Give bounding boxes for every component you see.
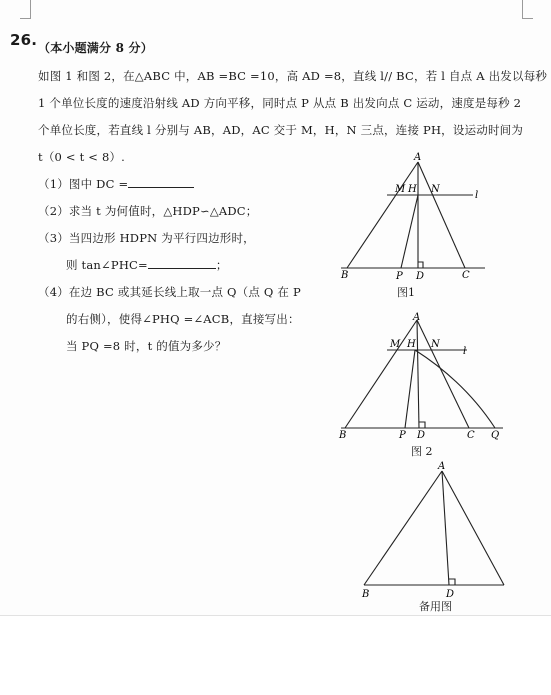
fig2-label-a: A <box>413 312 421 323</box>
fig3-label-b: B <box>362 589 370 600</box>
fig1-label-b: B <box>341 270 349 281</box>
fig3-label-a: A <box>438 461 446 472</box>
question-number: 26. <box>10 31 38 49</box>
answer-blank-dc[interactable] <box>128 176 194 188</box>
part-3-line-2 <box>66 257 228 273</box>
fig1-label-d: D <box>416 271 425 282</box>
figure-3-spare <box>352 455 512 603</box>
part-4-line-3: 当 PQ =8 时，t 的值为多少？ <box>66 339 227 353</box>
part-1-text: （1）图中 DC = <box>38 177 129 191</box>
fig2-label-c: C <box>467 430 475 441</box>
fig2-label-h: H <box>407 339 416 350</box>
crop-mark-top-left <box>20 0 31 19</box>
part-3-end: ； <box>215 258 228 272</box>
part-3-text: 则 tan∠PHC= <box>66 258 148 272</box>
part-4-line-2: 的右侧），使得∠PHQ =∠ACB，直接写出： <box>66 312 300 326</box>
fig2-label-m: M <box>390 339 401 350</box>
fig2-label-n: N <box>431 339 440 350</box>
fig2-label-l: l <box>463 346 467 357</box>
figure-1-caption: 图1 <box>397 286 415 299</box>
answer-blank-tan[interactable] <box>148 257 216 269</box>
fig1-label-n: N <box>431 184 440 195</box>
fig2-label-b: B <box>339 430 347 441</box>
part-3-line-1: （3）当四边形 HDPN 为平行四边形时， <box>38 231 255 245</box>
fig1-label-p: P <box>396 271 403 282</box>
figure-2-caption: 图 2 <box>411 445 433 458</box>
score-note: （本小题满分 8 分） <box>38 41 153 55</box>
fig1-label-h: H <box>408 184 417 195</box>
figure-2 <box>335 312 525 442</box>
figure-3-caption: 备用图 <box>419 600 452 613</box>
intro-line-4: t（0 < t < 8）. <box>38 150 126 164</box>
intro-line-3: 个单位长度，若直线 l 分别与 AB，AD，AC 交于 M，H，N 三点，连接 PH，设运动时间为 <box>38 123 524 137</box>
fig1-label-c: C <box>462 270 470 281</box>
fig3-label-d: D <box>446 589 455 600</box>
fig1-label-l: l <box>475 190 479 201</box>
figure-1 <box>335 150 495 290</box>
fig2-label-q: Q <box>491 430 500 441</box>
fig1-label-m: M <box>395 184 406 195</box>
fig1-label-a: A <box>414 152 422 163</box>
crop-mark-top-right <box>522 0 533 19</box>
intro-line-1: 如图 1 和图 2，在△ABC 中，AB =BC =10，高 AD =8，直线 l// BC，若 l 自点 A 出发以每秒 <box>38 69 548 83</box>
fig2-label-d: D <box>417 430 426 441</box>
part-4-line-1: （4）在边 BC 或其延长线上取一点 Q（点 Q 在 P <box>38 285 301 299</box>
intro-line-2: 1 个单位长度的速度沿射线 AD 方向平移，同时点 P 从点 B 出发向点 C 运动，速度是每秒 2 <box>38 96 522 110</box>
part-2: （2）求当 t 为何值时，△HDP∽△ADC； <box>38 204 258 218</box>
fig2-label-p: P <box>399 430 406 441</box>
part-1 <box>38 176 194 192</box>
